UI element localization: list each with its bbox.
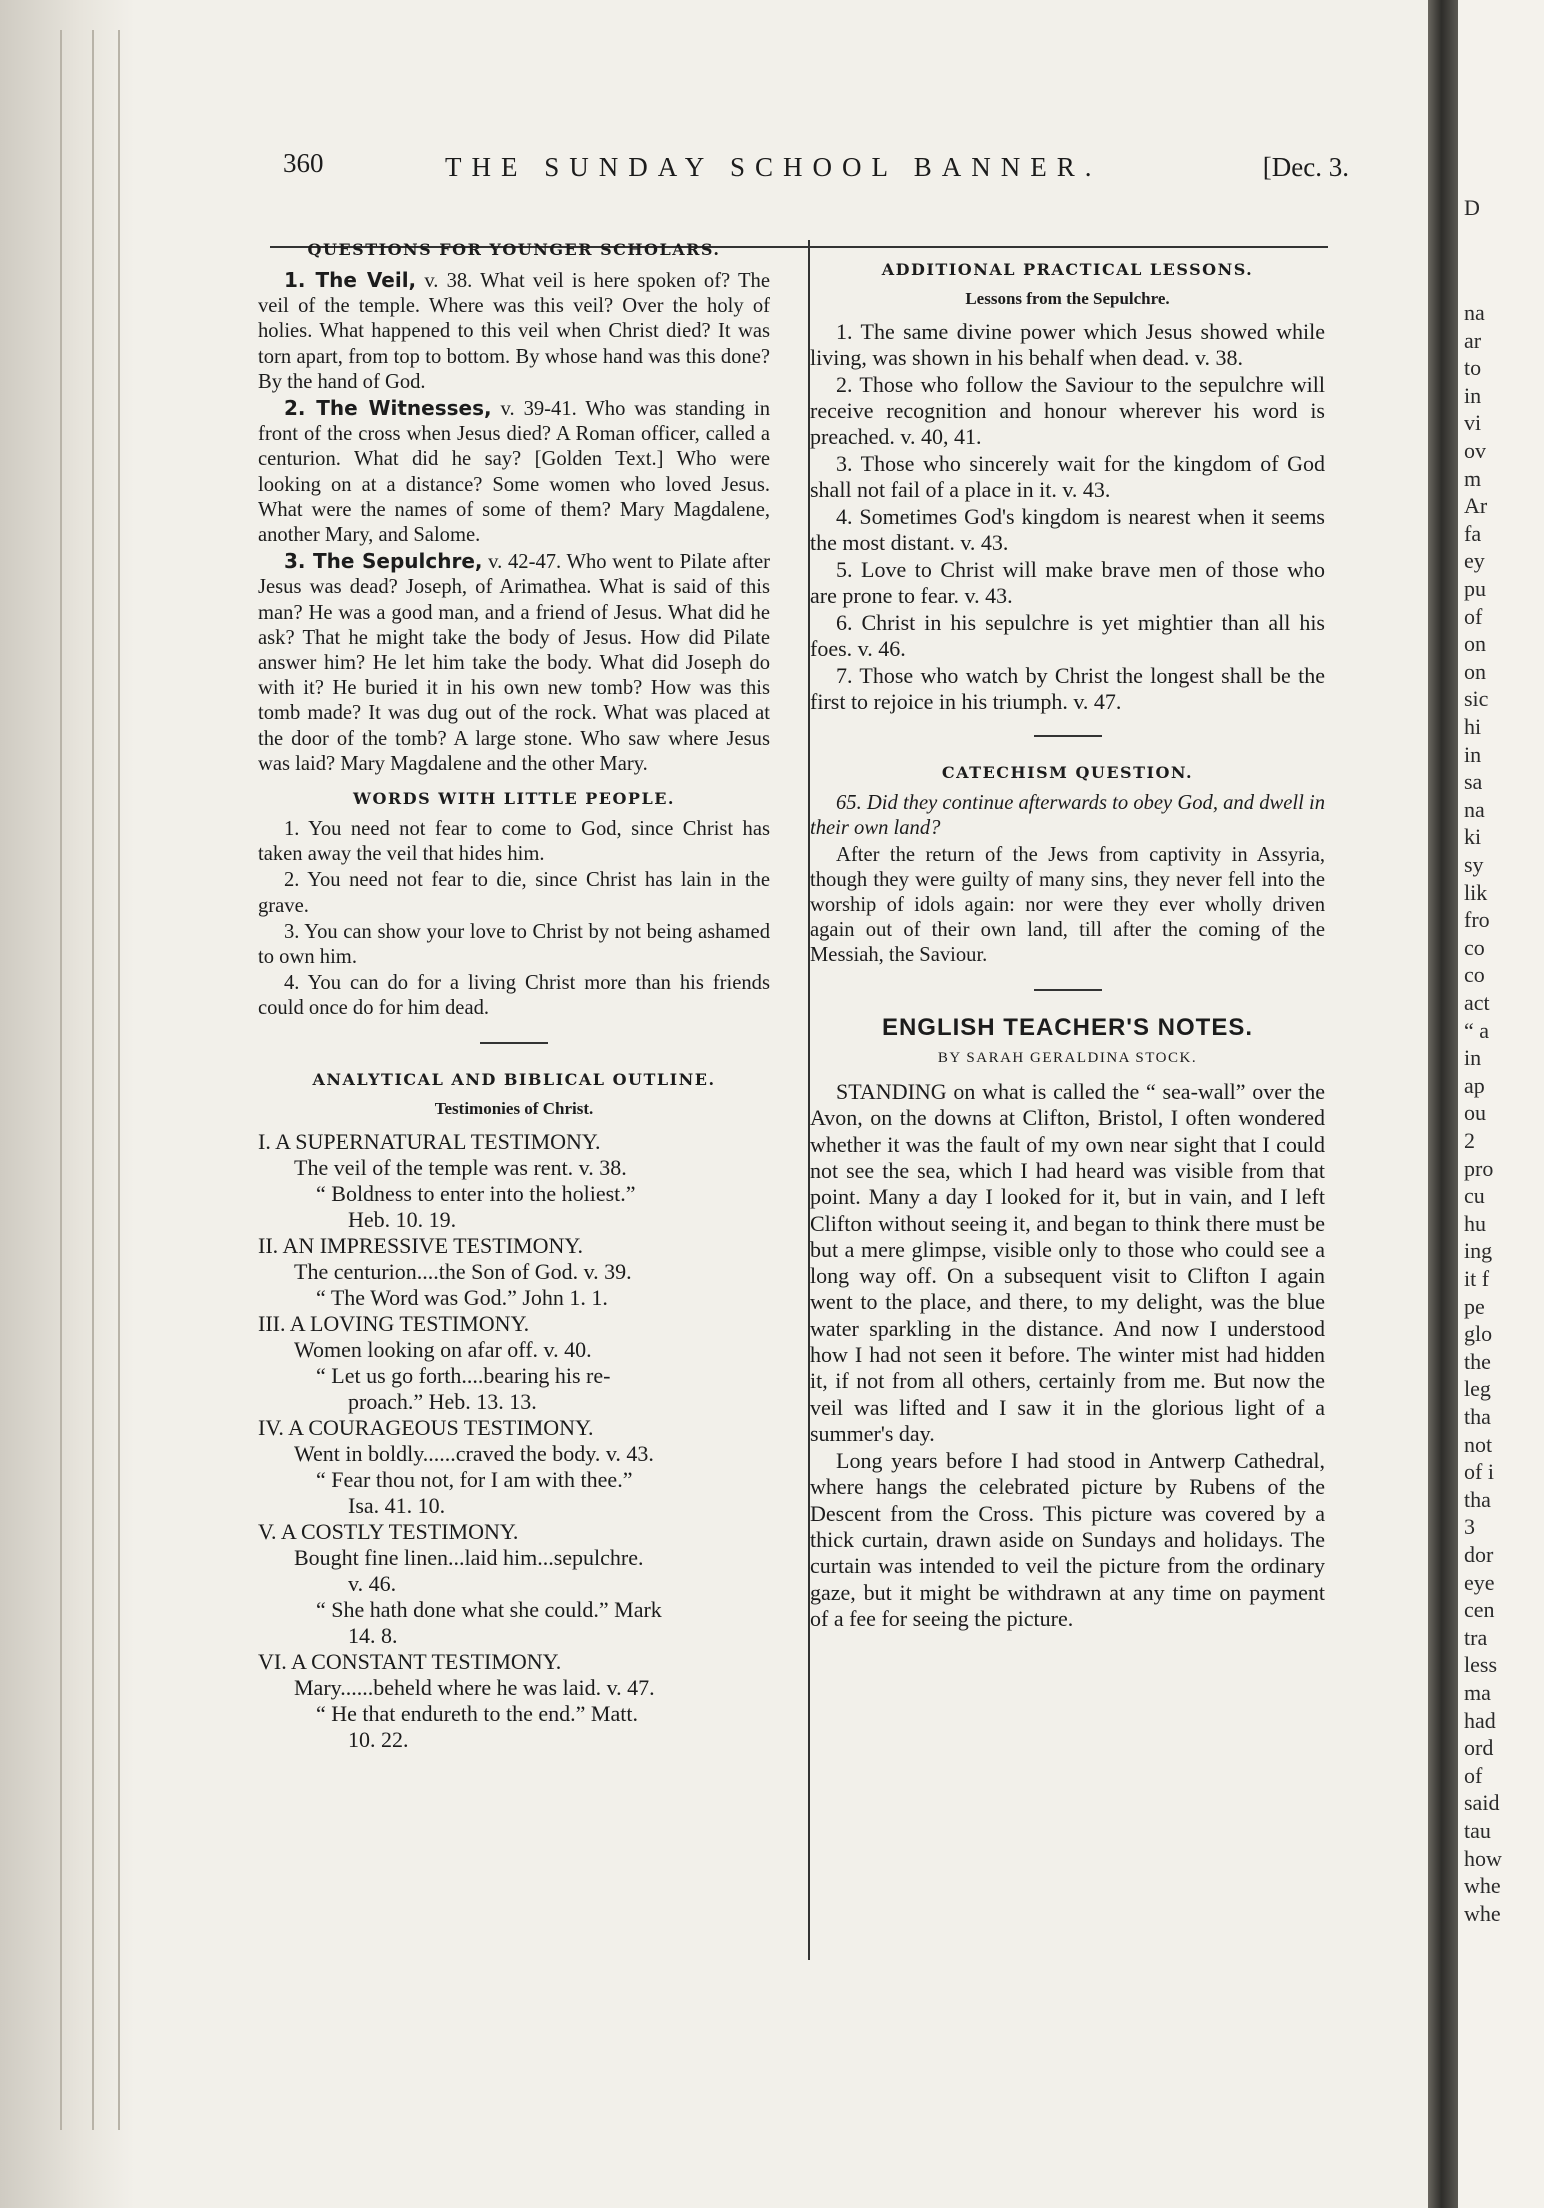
facing-page-fragment: sy xyxy=(1464,852,1484,877)
publication-title: THE SUNDAY SCHOOL BANNER. xyxy=(445,152,1102,182)
outline-item: I. A SUPERNATURAL TESTIMONY. The veil of the temple was rent. v. 38. “ Boldness to enter into the holiest.” Heb. 10. 19. xyxy=(258,1128,636,1232)
facing-page-fragment: ov xyxy=(1464,438,1486,463)
facing-page-fragment: na xyxy=(1464,300,1485,325)
facing-page-fragment: co xyxy=(1464,962,1485,988)
right-column xyxy=(810,252,1325,1633)
facing-page-fragment: whe xyxy=(1464,1900,1501,1926)
section-subheading: Lessons from the Sepulchre. xyxy=(965,289,1170,308)
lesson-item: 4. Sometimes God's kingdom is nearest when it seems the most distant. v. 43. xyxy=(810,504,1325,556)
facing-page-fragment: tau xyxy=(1464,1818,1491,1843)
catechism-question: 65. Did they continue afterwards to obey God, and dwell in their own land? xyxy=(810,792,1325,840)
lesson-item: 2. Those who follow the Saviour to the sepulchre will receive recognition and honour wherever his word is preached. v. 40, 41. xyxy=(810,372,1325,450)
left-column xyxy=(258,232,770,1753)
lesson-item: 7. Those who watch by Christ the longest shall be the first to rejoice in his triumph. v. 47. xyxy=(810,663,1325,715)
page-number: 360 xyxy=(283,148,324,178)
notes-paragraph: STANDING on what is called the “ sea-wall” over the Avon, on the downs at Clifton, Bristol, I often wondered whether it was the fault of my own near sight that I could not see the sea, which I had heard was visible from that point. Many a day I looked for it, but in vain, and I left Clifton without seeing it, and began to think there must be but a mere glimpse, visible only to those who could see a long way off. On a subsequent visit to Clifton I again went to the place, and there, to my delight, was the blue water sparkling in the distance. And now I understood how I had not seen it before. The winter mist had hidden it, if not from all others, certainly from me. But now the veil was lifted and I saw it in the glorious light of a summer's day. xyxy=(810,1079,1325,1446)
lesson-item: 1. The same divine power which Jesus showed while living, was shown in his behalf when dead. v. 38. xyxy=(810,319,1325,371)
outline-item: III. A LOVING TESTIMONY. Women looking on afar off. v. 40. “ Let us go forth....bearing his re- proach.” Heb. 13. 13. xyxy=(258,1310,611,1414)
page-edge-line xyxy=(92,30,94,2130)
facing-page-fragment: sic xyxy=(1464,686,1489,712)
words-item: 1. You need not fear to come to God, since Christ has taken away the veil that hides him. xyxy=(258,818,770,866)
section-heading: ANALYTICAL AND BIBLICAL OUTLINE. xyxy=(312,1069,716,1089)
page-edge-line xyxy=(118,30,120,2130)
section-separator xyxy=(480,1042,548,1044)
question-paragraph: 3. The Sepulchre, v. 42-47. Who went to Pilate after Jesus was dead? Joseph, of Arimathea. What is said of this man? He was a good man, and a friend of Jesus. What did he ask? That he might take the body of Jesus. How did Pilate answer him? He let him take the body. What did Joseph do with it? He buried it in his own new tomb? How was this tomb made? It was dug out of the rock. What was placed at the door of the tomb? A large stone. Who saw where Jesus was laid? Mary Magdalene and the other Mary. xyxy=(258,549,770,775)
facing-page-fragment: pro xyxy=(1464,1155,1494,1181)
facing-page-fragment: D xyxy=(1464,195,1480,220)
facing-page xyxy=(1458,0,1544,2208)
section-heading: WORDS WITH LITTLE PEOPLE. xyxy=(353,789,675,809)
facing-page-fragment: m xyxy=(1464,465,1482,491)
lesson-item: 5. Love to Christ will make brave men of those who are prone to fear. v. 43. xyxy=(810,557,1325,609)
facing-page-fragment: Ar xyxy=(1464,493,1488,519)
facing-page-fragment: eye xyxy=(1464,1569,1495,1595)
facing-page-fragment: glo xyxy=(1464,1321,1493,1347)
outline-item: IV. A COURAGEOUS TESTIMONY. Went in boldly......craved the body. v. 43. “ Fear thou not, for I am with thee.” Isa. 41. 10. xyxy=(258,1414,654,1518)
facing-page-fragment: cu xyxy=(1464,1183,1485,1209)
facing-page-fragment: cen xyxy=(1464,1597,1495,1623)
facing-page-fragment: vi xyxy=(1464,410,1482,436)
facing-page-fragment: ord xyxy=(1464,1735,1494,1761)
running-header xyxy=(283,148,1349,188)
facing-page-fragment: said xyxy=(1464,1790,1500,1816)
section-subheading: Testimonies of Christ. xyxy=(434,1098,594,1118)
section-heading: CATECHISM QUESTION. xyxy=(941,763,1194,783)
facing-page-fragment: how xyxy=(1464,1845,1502,1871)
outline-item: V. A COSTLY TESTIMONY. Bought fine linen...laid him...sepulchre. v. 46. “ She hath done what she could.” Mark 14. 8. xyxy=(258,1518,662,1648)
facing-page-fragment: in xyxy=(1464,1045,1482,1071)
outline-item: II. AN IMPRESSIVE TESTIMONY. The centurion....the Son of God. v. 39. “ The Word was God.” John 1. 1. xyxy=(258,1232,632,1310)
facing-page-fragment: ar xyxy=(1464,327,1482,353)
lesson-item: 6. Christ in his sepulchre is yet mightier than all his foes. v. 46. xyxy=(810,610,1325,662)
facing-page-fragment: ap xyxy=(1464,1072,1485,1098)
facing-page-fragment: dor xyxy=(1464,1542,1494,1567)
facing-page-fragment: ing xyxy=(1464,1238,1493,1264)
section-heading: ADDITIONAL PRACTICAL LESSONS. xyxy=(881,260,1254,279)
facing-page-fragment: pu xyxy=(1464,576,1486,601)
facing-page-fragment: to xyxy=(1464,355,1482,381)
facing-page-fragment: of xyxy=(1464,603,1483,629)
facing-page-fragment: ma xyxy=(1464,1680,1491,1705)
facing-page-fragment: tra xyxy=(1464,1624,1488,1650)
outline-item: VI. A CONSTANT TESTIMONY. Mary......beheld where he was laid. v. 47. “ He that endureth to the end.” Matt. 10. 22. xyxy=(258,1648,655,1752)
facing-page-fragment: pe xyxy=(1464,1293,1485,1319)
facing-page-fragment: of i xyxy=(1464,1459,1494,1485)
facing-page-fragment: in xyxy=(1464,741,1482,767)
facing-page-fragment: na xyxy=(1464,796,1485,822)
question-paragraph: 1. The Veil, v. 38. What veil is here spoken of? The veil of the temple. Where was this veil? Over the holy of holies. What happened to this veil when Christ died? It was torn apart, from top to bottom. By whose hand was this done? By the hand of God. xyxy=(258,268,770,393)
facing-page-fragment: fa xyxy=(1464,520,1482,546)
facing-page-fragment: fro xyxy=(1464,907,1490,933)
byline: BY SARAH GERALDINA STOCK. xyxy=(937,1049,1198,1066)
catechism-answer: After the return of the Jews from captivity in Assyria, though they were guilty of many sins, they never fell into the worship of idols again: nor were they ever wholly driven again out of their own land, till after the coming of the Messiah, the Saviour. xyxy=(810,843,1325,967)
facing-page-fragment: “ a xyxy=(1464,1017,1490,1043)
page-edge-line xyxy=(60,30,62,2130)
facing-page-fragment: on xyxy=(1464,658,1486,684)
facing-page-fragment: co xyxy=(1464,934,1485,960)
facing-page-fragment: had xyxy=(1464,1707,1496,1733)
facing-page-fragment: on xyxy=(1464,631,1486,657)
facing-page-fragment: of xyxy=(1464,1762,1483,1788)
facing-page-fragment: it f xyxy=(1464,1266,1490,1291)
facing-page-fragment: ey xyxy=(1464,548,1485,574)
facing-page-fragment: hi xyxy=(1464,714,1482,739)
facing-page-fragment: not xyxy=(1464,1431,1493,1457)
facing-page-fragment: act xyxy=(1464,990,1490,1015)
section-heading: ENGLISH TEACHER'S NOTES. xyxy=(881,1013,1254,1041)
facing-page-fragment: ou xyxy=(1464,1100,1486,1126)
question-paragraph: 2. The Witnesses, v. 39-41. Who was standing in front of the cross when Jesus died? A Roman officer, called a centurion. What did he say? [Golden Text.] Who were looking on at a distance? Some women who loved Jesus. What were the names of some of them? Mary Magdalene, another Mary, and Salome. xyxy=(258,396,770,547)
facing-page-fragment: 3 xyxy=(1464,1514,1475,1540)
facing-page-fragment: 2 xyxy=(1464,1128,1475,1153)
section-separator xyxy=(1034,735,1102,737)
section-heading: QUESTIONS FOR YOUNGER SCHOLARS. xyxy=(307,240,721,259)
words-item: 2. You need not fear to die, since Christ has lain in the grave. xyxy=(258,869,770,917)
words-item: 3. You can show your love to Christ by not being ashamed to own him. xyxy=(258,920,770,969)
facing-page-fragment: lik xyxy=(1464,879,1488,905)
words-item: 4. You can do for a living Christ more than his friends could once do for him dead. xyxy=(258,972,770,1020)
facing-page-fragment: less xyxy=(1464,1652,1497,1678)
facing-page-fragment: tha xyxy=(1464,1404,1491,1429)
page-edge-stack xyxy=(0,0,135,2208)
section-separator xyxy=(1034,989,1102,991)
facing-page-fragment: hu xyxy=(1464,1210,1486,1236)
facing-page-fragment: in xyxy=(1464,382,1482,408)
lesson-item: 3. Those who sincerely wait for the kingdom of God shall not fail of a place in it. v. 43. xyxy=(810,451,1325,503)
book-gutter xyxy=(1428,0,1458,2208)
facing-page-fragment: tha xyxy=(1464,1486,1491,1512)
facing-page-fragment: leg xyxy=(1464,1376,1491,1402)
facing-page-fragment: whe xyxy=(1464,1873,1501,1899)
notes-paragraph: Long years before I had stood in Antwerp Cathedral, where hangs the celebrated picture by Rubens of the Descent from the Cross. This picture was covered by a thick curtain, drawn aside on Sundays and holidays. The curtain was intended to veil the picture from the ordinary gaze, but it might be withdrawn at any time on payment of a fee for seeing the picture. xyxy=(810,1448,1325,1631)
facing-page-fragment: ki xyxy=(1464,824,1482,850)
issue-date: [Dec. 3. xyxy=(1262,152,1349,182)
facing-page-fragment: the xyxy=(1464,1348,1491,1374)
facing-page-fragment: sa xyxy=(1464,769,1483,795)
